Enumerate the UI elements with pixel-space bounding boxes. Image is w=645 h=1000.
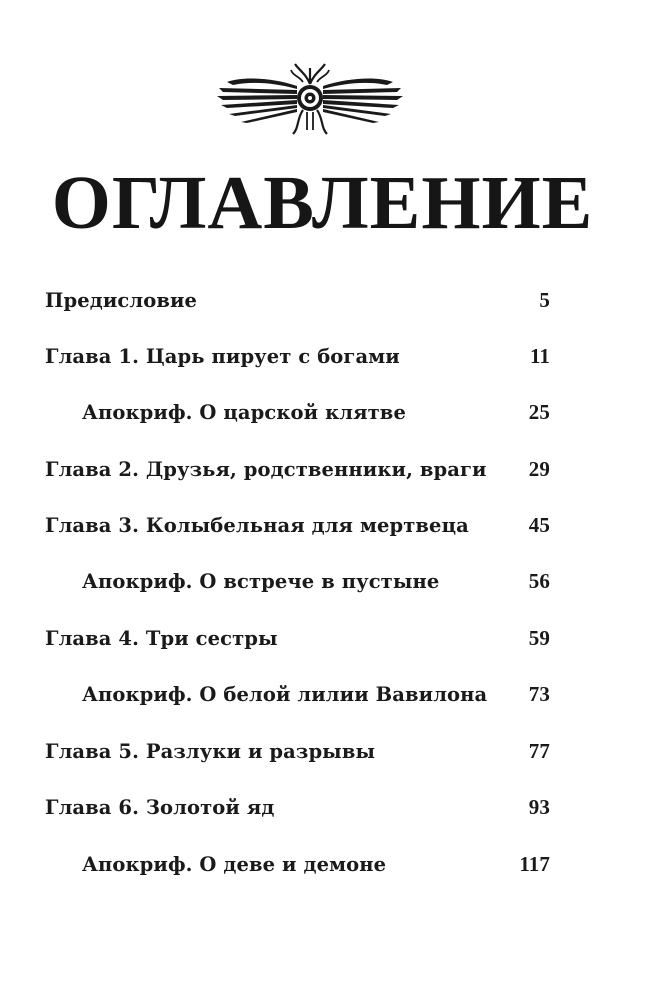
toc-entry[interactable] <box>45 280 550 320</box>
toc-page-number: 5 <box>539 287 550 312</box>
toc-page-number: 45 <box>528 512 550 537</box>
toc-subentry[interactable] <box>82 392 550 432</box>
toc-entry-title: Глава 2. Друзья, родственники, враги <box>45 457 487 481</box>
toc-entry[interactable] <box>45 787 550 827</box>
page-title: ОГЛАВЛЕНИЕ <box>51 161 594 245</box>
winged-sun-icon <box>213 60 407 138</box>
toc-entry[interactable] <box>45 731 550 771</box>
toc-page-number: 59 <box>528 625 550 650</box>
toc-page-number: 29 <box>528 456 550 481</box>
toc-entry-title: Апокриф. О белой лилии Вавилона <box>82 682 488 706</box>
toc-entry-title: Апокриф. О встрече в пустыне <box>82 569 440 593</box>
toc-entry-title: Глава 3. Колыбельная для мертвеца <box>45 513 469 537</box>
toc-entry[interactable] <box>45 336 550 376</box>
toc-entry[interactable] <box>45 449 550 489</box>
toc-page-number: 25 <box>528 399 550 424</box>
toc-entry-title: Глава 5. Разлуки и разрывы <box>45 739 376 763</box>
toc-subentry[interactable] <box>82 561 550 601</box>
toc-page-number: 77 <box>528 738 550 763</box>
toc-page-number: 93 <box>528 794 550 819</box>
toc-entry-title: Апокриф. О царской клятве <box>82 400 406 424</box>
toc-entry-title: Апокриф. О деве и демоне <box>82 852 387 876</box>
toc-subentry[interactable] <box>82 844 550 884</box>
toc-page-number: 11 <box>529 343 550 368</box>
toc-subentry[interactable] <box>82 674 550 714</box>
toc-entry-title: Глава 4. Три сестры <box>45 626 278 650</box>
toc-entry[interactable] <box>45 618 550 658</box>
toc-page-number: 73 <box>528 681 550 706</box>
toc-page-number: 117 <box>519 851 550 876</box>
toc-entry-title: Глава 6. Золотой яд <box>45 795 275 819</box>
toc-page-number: 56 <box>528 568 550 593</box>
toc-entry-title: Предисловие <box>45 288 198 312</box>
toc-entry[interactable] <box>45 505 550 545</box>
toc-entry-title: Глава 1. Царь пирует с богами <box>45 344 400 368</box>
